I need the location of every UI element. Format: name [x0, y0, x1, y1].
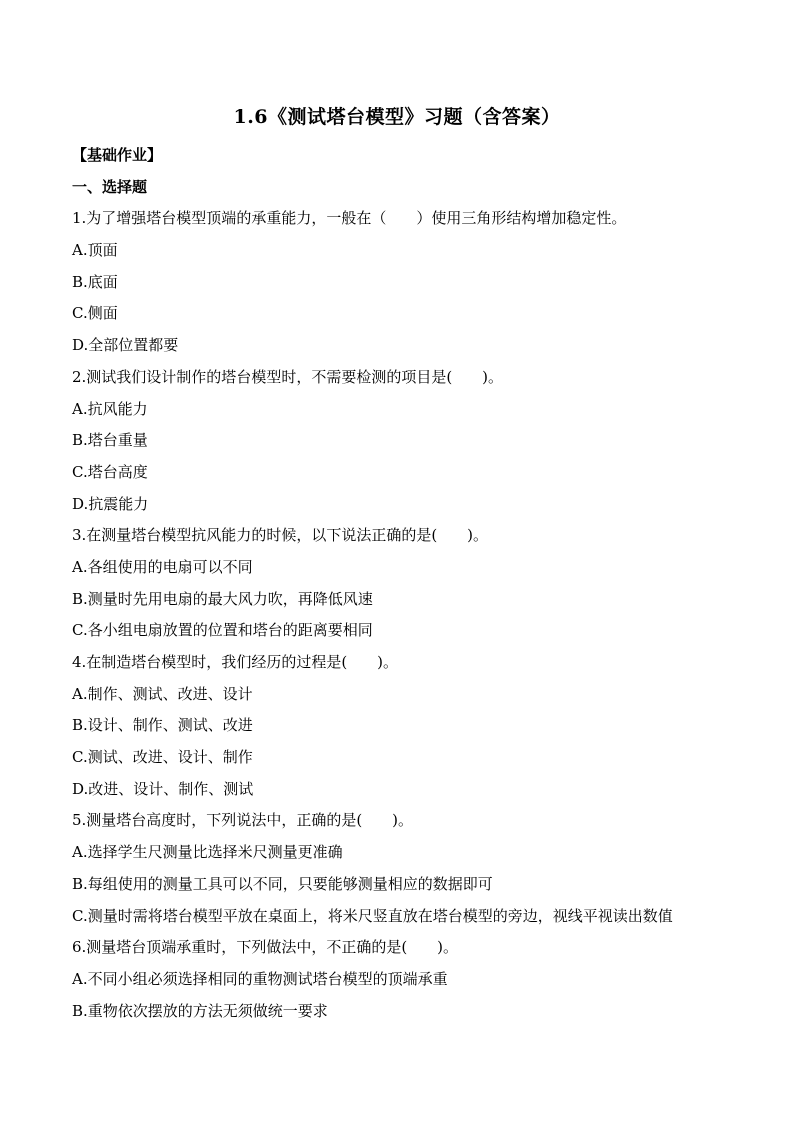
question-stem: 4.在制造塔台模型时，我们经历的过程是( )。 — [72, 653, 399, 671]
section-label: 【基础作业】 — [72, 146, 163, 164]
answer-option: A.选择学生尺测量比选择米尺测量更准确 — [72, 843, 343, 862]
answer-option: B.重物依次摆放的方法无须做统一要求 — [72, 1001, 328, 1020]
answer-option: A.各组使用的电扇可以不同 — [72, 557, 253, 576]
question-4 — [72, 650, 732, 808]
question-1 — [72, 206, 732, 364]
answer-option: C.测试、改进、设计、制作 — [72, 748, 253, 767]
answer-option: C.侧面 — [72, 304, 118, 323]
question-3 — [72, 523, 732, 650]
answer-option: A.抗风能力 — [72, 399, 148, 418]
page-title: 1.6《测试塔台模型》习题（含答案） — [233, 106, 561, 128]
document-body — [72, 143, 732, 1030]
question-6 — [72, 935, 732, 1030]
answer-option: B.塔台重量 — [72, 431, 148, 450]
question-stem: 6.测量塔台顶端承重时，下列做法中，不正确的是( )。 — [72, 938, 459, 957]
answer-option: D.改进、设计、制作、测试 — [72, 779, 254, 798]
answer-option: B.设计、制作、测试、改进 — [72, 716, 253, 735]
question-stem: 1.为了增强塔台模型顶端的承重能力，一般在（ ）使用三角形结构增加稳定性。 — [72, 209, 627, 228]
answer-option: B.底面 — [72, 272, 118, 291]
answer-option: A.制作、测试、改进、设计 — [72, 684, 253, 703]
question-stem: 5.测量塔台高度时，下列说法中，正确的是( )。 — [72, 811, 414, 830]
answer-option: C.各小组电扇放置的位置和塔台的距离要相同 — [72, 621, 373, 640]
question-stem: 3.在测量塔台模型抗风能力的时候，以下说法正确的是( )。 — [72, 526, 489, 545]
answer-option: D.全部位置都要 — [72, 336, 179, 355]
answer-option: B.测量时先用电扇的最大风力吹，再降低风速 — [72, 589, 373, 608]
question-2 — [72, 365, 732, 523]
answer-option: A.顶面 — [72, 241, 118, 260]
question-stem: 2.测试我们设计制作的塔台模型时，不需要检测的项目是( )。 — [72, 367, 504, 386]
answer-option: D.抗震能力 — [72, 494, 149, 513]
answer-option: A.不同小组必须选择相同的重物测试塔台模型的顶端承重 — [72, 969, 448, 988]
question-5 — [72, 808, 732, 935]
subsection-label: 一、选择题 — [72, 177, 148, 196]
answer-option: C.塔台高度 — [72, 462, 148, 481]
answer-option: C.测量时需将塔台模型平放在桌面上，将米尺竖直放在塔台模型的旁边，视线平视读出数值 — [72, 906, 673, 925]
answer-option: B.每组使用的测量工具可以不同，只要能够测量相应的数据即可 — [72, 874, 493, 893]
